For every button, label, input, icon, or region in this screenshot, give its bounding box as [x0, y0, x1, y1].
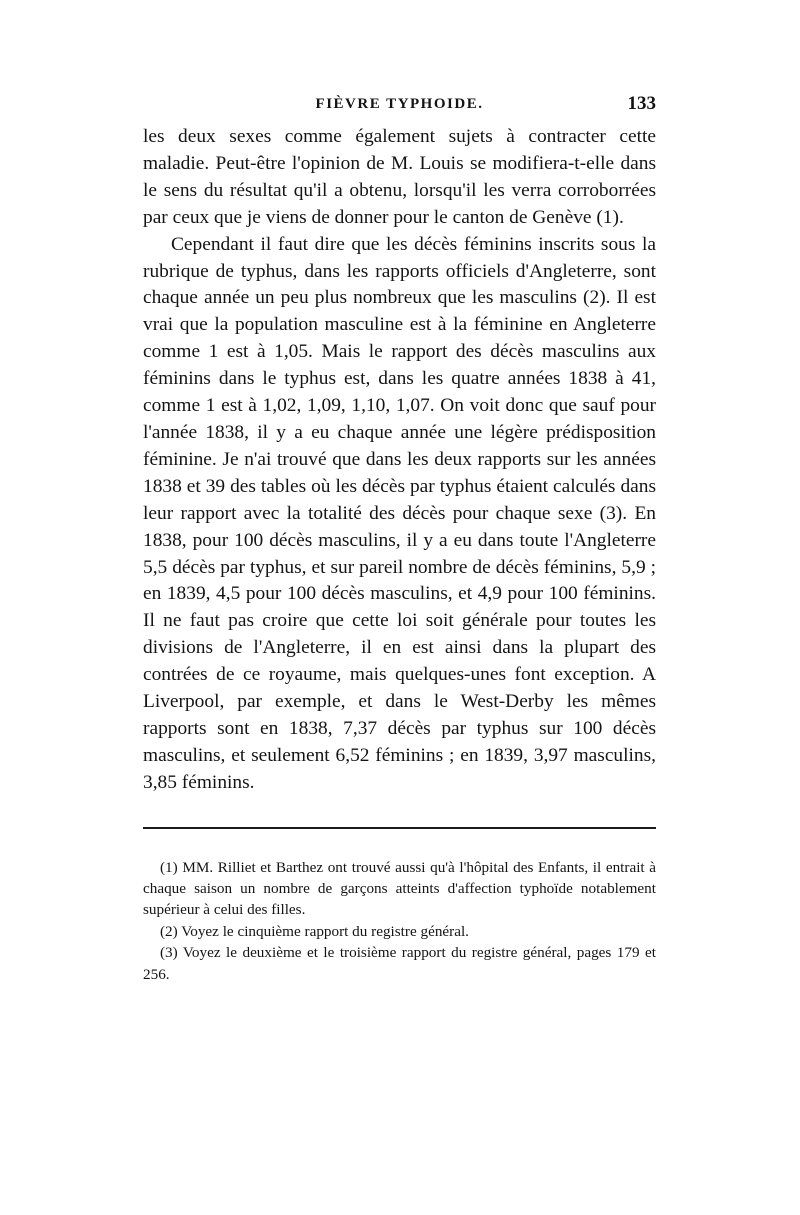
page-number: 133 [627, 93, 656, 114]
footnote-1: (1) MM. Rilliet et Barthez ont trouvé aussi qu'à l'hôpital des Enfants, il entrait à chaque saison un nombre de garçons atteints d'affection typhoïde notablement supérieur à celui des filles. [143, 858, 656, 919]
footnotes [143, 857, 656, 985]
footnote-rule [143, 827, 656, 829]
paragraph-continued: les deux sexes comme également sujets à contracter cette maladie. Peut-être l'opinion de M. Louis se modifiera-t-elle dans le sens du résultat qu'il a obtenu, lorsqu'il les verra corroborrées par ceux que je viens de donner pour le canton de Genève (1). [143, 126, 656, 228]
body-text [143, 124, 656, 797]
footnote-3: (3) Voyez le deuxième et le troisième rapport du registre général, pages 179 et 256. [143, 944, 656, 983]
book-page [143, 93, 656, 985]
running-head [143, 93, 656, 124]
running-title: FIÈVRE TYPHOIDE. [315, 96, 484, 112]
footnote-2: (2) Voyez le cinquième rapport du registre général. [160, 922, 469, 940]
paragraph-typhus-england: Cependant il faut dire que les décès féminins inscrits sous la rubrique de typhus, dans les rapports officiels d'Angleterre, sont chaque année un peu plus nombreux que les masculins (2). Il est vrai que la population masculine est à la féminine en Angleterre comme 1 est à 1,05. Mais le rapport des décès masculins aux féminins dans le typhus est, dans les quatre années 1838 à 41, comme 1 est à 1,02, 1,09, 1,10, 1,07. On voit donc que sauf pour l'année 1838, il y a eu chaque année une légère prédisposition féminine. Je n'ai trouvé que dans les deux rapports sur les années 1838 et 39 des tables où les décès par typhus étaient calculés dans leur rapport avec la totalité des décès pour chaque sexe (3). En 1838, pour 100 décès masculins, il y a eu dans toute l'Angleterre 5,5 décès par typhus, et sur pareil nombre de décès féminins, 5,9 ; en 1839, 4,5 pour 100 décès masculins, et 4,9 pour 100 féminins. Il ne faut pas croire que cette loi soit générale pour toutes les divisions de l'Angleterre, il en est ainsi dans la plupart des contrées de ce royaume, mais quelques-unes font exception. A Liverpool, par exemple, et dans le West-Derby les mêmes rapports sont en 1838, 7,37 décès par typhus sur 100 décès masculins, et seulement 6,52 féminins ; en 1839, 3,97 masculins, 3,85 féminins. [143, 233, 656, 793]
